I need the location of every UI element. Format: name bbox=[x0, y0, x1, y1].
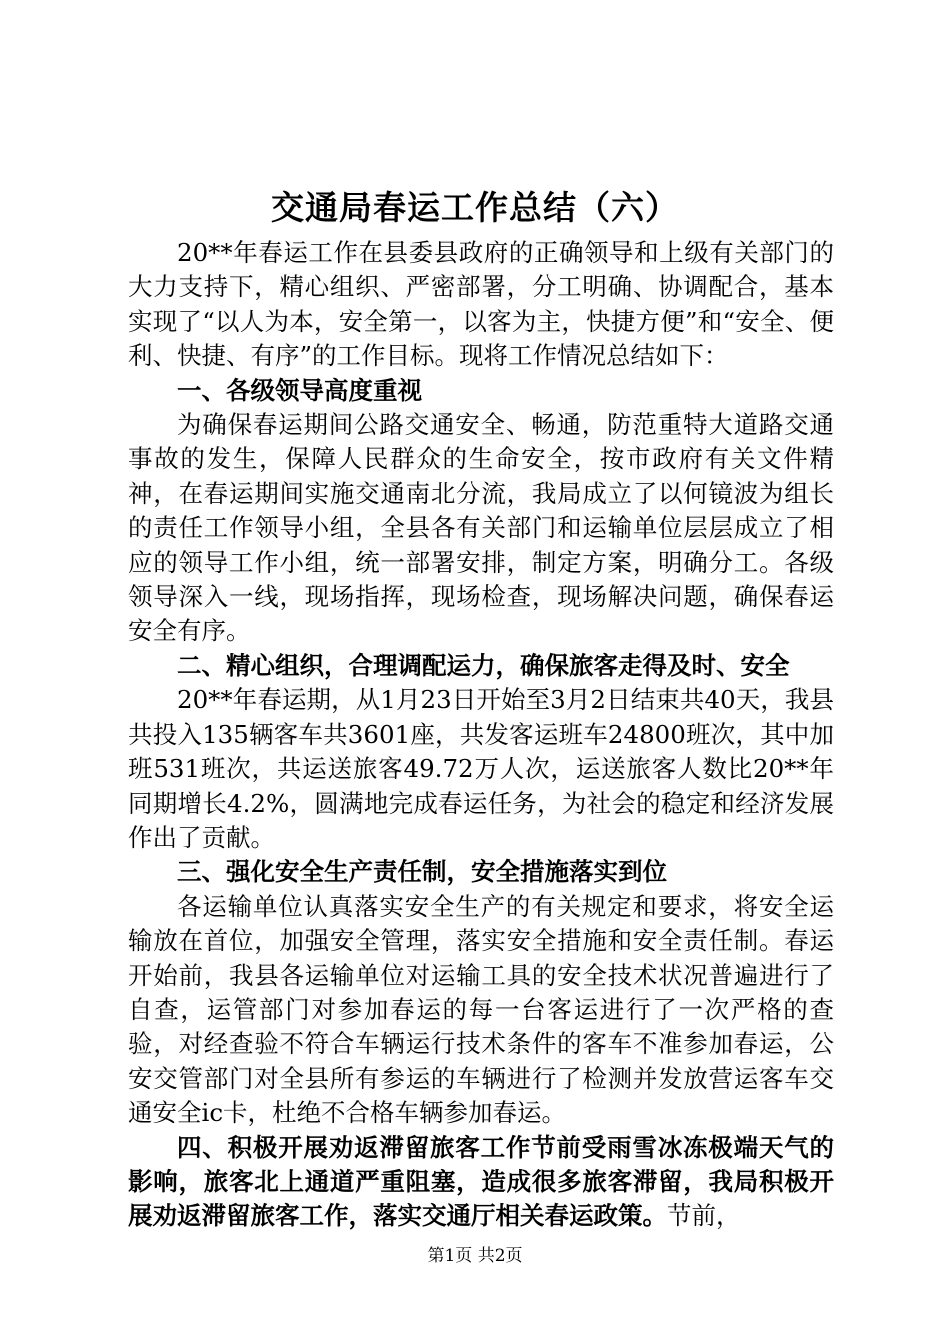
section-paragraph-4 bbox=[128, 1131, 834, 1234]
section-paragraph-4-rest: 节前， bbox=[667, 1201, 741, 1231]
intro-paragraph: 20**年春运工作在县委县政府的正确领导和上级有关部门的大力支持下，精心组织、严密部署，分工明确、协调配合，基本实现了“以人为本，安全第一，以客为主，快捷方便”和“安全、便利、快捷、有序”的工作目标。现将工作情况总结如下： bbox=[128, 238, 834, 371]
section-paragraph-3: 各运输单位认真落实安全生产的有关规定和要求，将安全运输放在首位，加强安全管理，落实安全措施和安全责任制。春运开始前，我县各运输单位对运输工具的安全技术状况普遍进行了自查，运管部门对参加春运的每一台客运进行了一次严格的查验，对经查验不符合车辆运行技术条件的客车不准参加春运，公安交管部门对全县所有参运的车辆进行了检测并发放营运客车交通安全ic卡，杜绝不合格车辆参加春运。 bbox=[128, 891, 834, 1128]
section-paragraph-2: 20**年春运期，从1月23日开始至3月2日结束共40天，我县共投入135辆客车共3601座，共发客运班车24800班次，其中加班531班次，共运送旅客49.72万人次，运送旅客人数比20**年同期增长4.2%，圆满地完成春运任务，为社会的稳定和经济发展作出了贡献。 bbox=[128, 685, 834, 852]
section-heading-2: 二、精心组织，合理调配运力，确保旅客走得及时、安全 bbox=[177, 650, 790, 680]
document-body bbox=[128, 236, 834, 1234]
section-paragraph-1: 为确保春运期间公路交通安全、畅通，防范重特大道路交通事故的发生，保障人民群众的生命安全，按市政府有关文件精神，在春运期间实施交通南北分流，我局成立了以何镜波为组长的责任工作领导小组，全县各有关部门和运输单位层层成立了相应的领导工作小组，统一部署安排，制定方案，明确分工。各级领导深入一线，现场指挥，现场检查，现场解决问题，确保春运安全有序。 bbox=[128, 410, 834, 646]
page-footer: 第1页 共2页 bbox=[427, 1246, 523, 1266]
section-heading-1: 一、各级领导高度重视 bbox=[177, 375, 422, 405]
section-heading-3: 三、强化安全生产责任制，安全措施落实到位 bbox=[177, 857, 667, 887]
document-title: 交通局春运工作总结（六） bbox=[271, 188, 679, 227]
section-heading-4-bold-text: 四、积极开展劝返滞留旅客工作节前受雨雪冰冻极端天气的影响，旅客北上通道严重阻塞，造成很多旅客滞留，我局积极开展劝返滞留旅客工作，落实交通厅相关春运政策。 bbox=[128, 1132, 834, 1231]
